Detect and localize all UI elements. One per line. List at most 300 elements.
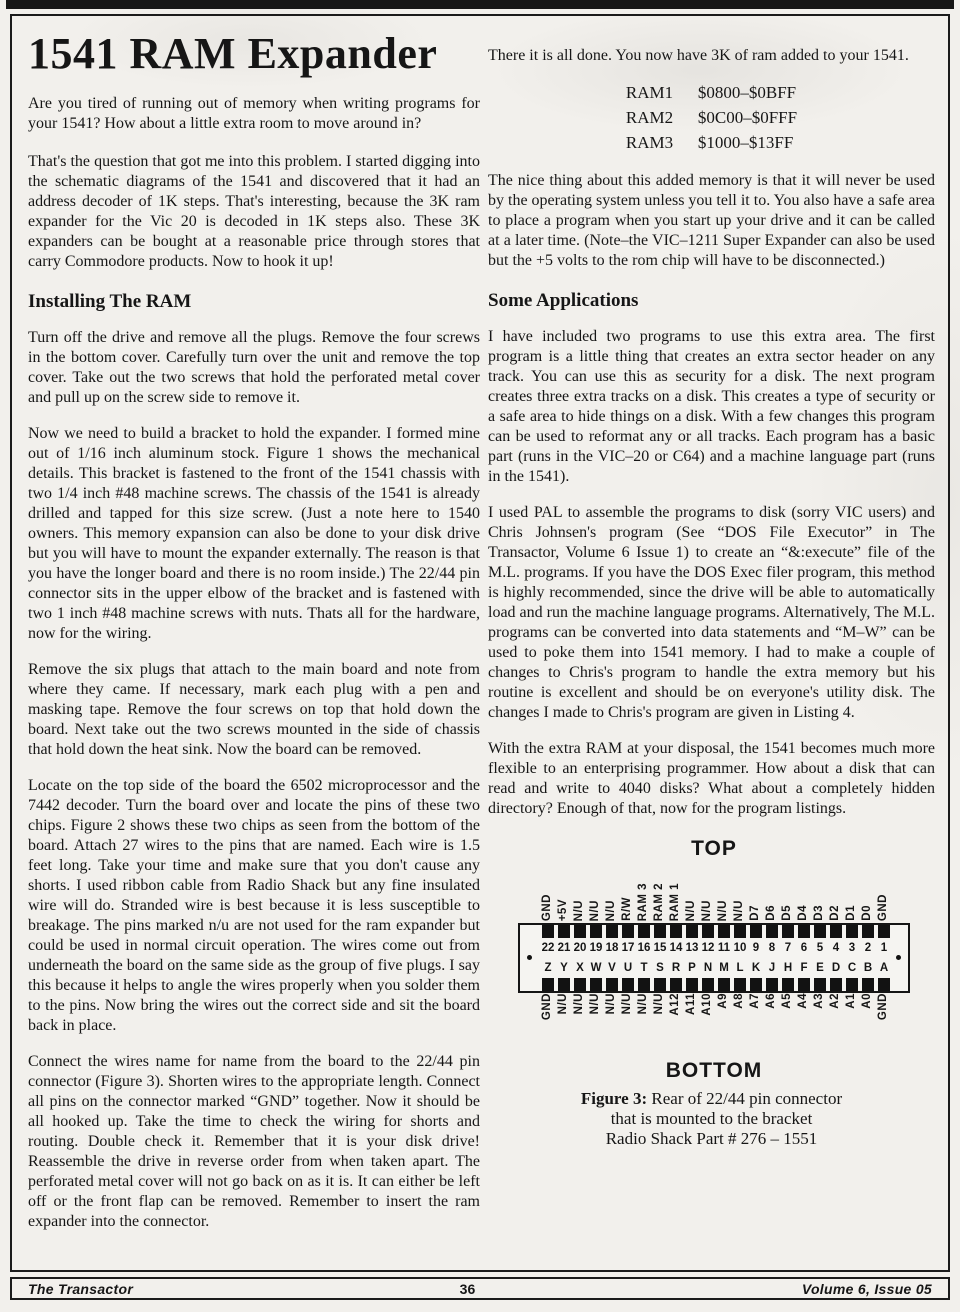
pin-label: Y <box>560 962 568 974</box>
connector-pin-numbers-cell <box>572 938 588 958</box>
pin-label: N/U <box>733 899 746 921</box>
footer-page-number: 36 <box>459 1280 476 1297</box>
pin-label: N <box>703 962 713 974</box>
pin-label: D4 <box>797 905 810 921</box>
pin-label: 10 <box>733 942 747 954</box>
ram-table-row: RAM2 $0C00–$0FFF <box>625 108 798 127</box>
connector-bottom-pins-cell <box>844 978 860 991</box>
connector-top-pins-cell <box>876 925 892 938</box>
pin-label: C <box>847 962 857 974</box>
connector-top-pins-cell <box>620 925 636 938</box>
pin-square <box>542 925 554 938</box>
pin-label: N/U <box>573 993 586 1015</box>
paragraph: The nice thing about this added memory is that it will never be used by the operating system unless you tell it to. You also have a safe area to place a program when you start up your drive and it can be called at a later time. (Note–the VIC–1211 Super Expander can also be used but the +5 volts to the rom chip will have to be disconnected.) <box>488 172 936 269</box>
connector-top-labels-cell <box>764 859 780 921</box>
connector-top-pins-cell <box>780 925 796 938</box>
paragraph: There it is all done. You now have 3K of ram added to your 1541. <box>488 47 909 64</box>
connector-bottom-labels-cell <box>796 993 812 1055</box>
pin-square <box>798 925 810 938</box>
connector-bottom-pins-cell <box>732 978 748 991</box>
connector-top-labels-cell <box>876 859 892 921</box>
connector-top-labels-cell <box>668 859 684 921</box>
connector-pin-numbers-cell <box>876 938 892 958</box>
pin-label: D5 <box>781 905 794 921</box>
connector-pin-numbers-cell <box>844 938 860 958</box>
connector-bottom-labels-cell <box>652 993 668 1055</box>
connector-pin-numbers-cell <box>652 938 668 958</box>
connector-pin-letters-cell <box>716 958 732 978</box>
pin-label: P <box>688 962 696 974</box>
pin-square <box>846 978 858 991</box>
connector-pin-letters-cell <box>668 958 684 978</box>
pin-label: A9 <box>717 993 730 1009</box>
connector-pin-numbers-cell <box>828 938 844 958</box>
right-column <box>488 30 935 1149</box>
connector-top-labels-cell <box>732 859 748 921</box>
connector-bottom-labels-cell <box>604 993 620 1055</box>
pin-label: N/U <box>637 993 650 1015</box>
connector-pin-numbers-cell <box>636 938 652 958</box>
connector-pin-letters-cell <box>652 958 668 978</box>
pin-label: A4 <box>797 993 810 1009</box>
pin-label: L <box>736 962 744 974</box>
paragraph: I have included two programs to use this extra area. The first program is a little thing that creates an extra sector header on any track. You can use this as security for a disk. The next program creates three extra tracks on a disk. This creates a type of security or a safe area to hide things on a disk. With a few changes this program can be used to reformat any or all tracks. Each program has a basic part (runs in the VIC–20 or C64) and a machine language part (runs in the 1541). <box>488 328 935 485</box>
pin-square <box>814 925 826 938</box>
connector-bottom-labels-cell <box>748 993 764 1055</box>
pin-square <box>638 925 650 938</box>
pin-label: H <box>783 962 793 974</box>
pin-label: GND <box>541 893 554 921</box>
connector-pin-numbers-cell <box>540 938 556 958</box>
pin-square <box>558 925 570 938</box>
connector-bottom-pins-cell <box>620 978 636 991</box>
pin-square <box>574 925 586 938</box>
pin-square <box>686 925 698 938</box>
pin-label: 8 <box>768 942 776 954</box>
pin-square <box>782 925 794 938</box>
connector-pin-numbers-cell <box>620 938 636 958</box>
connector-bottom-pins-cell <box>860 978 876 991</box>
pin-square <box>766 925 778 938</box>
pin-label: Z <box>544 962 552 974</box>
connector-bottom-labels <box>518 993 910 1055</box>
connector-figure <box>488 839 935 1149</box>
connector-top-pins-cell <box>828 925 844 938</box>
connector-top-labels-cell <box>748 859 764 921</box>
pin-label: D7 <box>749 905 762 921</box>
connector-bottom-pins-cell <box>716 978 732 991</box>
connector-top-labels-cell <box>828 859 844 921</box>
connector-top-labels-cell <box>796 859 812 921</box>
connector-top-labels <box>518 859 910 921</box>
connector-pin-letters-cell <box>860 958 876 978</box>
pin-label: A8 <box>733 993 746 1009</box>
pin-square <box>718 978 730 991</box>
connector-top-pins-cell <box>700 925 716 938</box>
ram-table-row: RAM3 $1000–$13FF <box>625 133 794 152</box>
paragraph: Turn off the drive and remove all the plugs. Remove the four screws in the bottom cover. Carefully turn over the unit and remove the top cover. Take out the two screws that hold the perforated metal cover and pull up on the screw side to remove it. <box>28 329 480 406</box>
connector-pin-numbers-cell <box>796 938 812 958</box>
pin-label: N/U <box>557 993 570 1015</box>
pin-label: 2 <box>864 942 872 954</box>
connector-top-labels-cell <box>572 859 588 921</box>
pin-label: RAM 3 <box>637 882 650 921</box>
pin-label: A3 <box>813 993 826 1009</box>
connector-bottom-pins-cell <box>764 978 780 991</box>
ram-table <box>626 80 797 155</box>
pin-square <box>718 925 730 938</box>
pin-square <box>750 978 762 991</box>
connector-pin-numbers-cell <box>556 938 572 958</box>
connector-top-pins-cell <box>812 925 828 938</box>
connector-bottom-pins-cell <box>748 978 764 991</box>
figure-number: Figure 3: <box>580 1089 648 1108</box>
connector-bottom-pins-cell <box>700 978 716 991</box>
connector-bottom-pins-cell <box>780 978 796 991</box>
connector-bottom-pins-cell <box>588 978 604 991</box>
pin-label: A12 <box>669 993 682 1016</box>
connector-top-labels-cell <box>780 859 796 921</box>
pin-label: A5 <box>781 993 794 1009</box>
paragraph: Locate on the top side of the board the 6502 microprocessor and the 7442 decoder. Turn the board over and locate the pins of these two chips. Figure 2 shows these two chips as seen from the bottom of the board. Attach 27 wires to the pins that are named. Each wire is 1.5 feet long. Take your time and make sure that you don't cause any shorts. I used ribbon cable from Radio Shack but any fine insulated wire will do. Stranded wire is best because it is less susceptible to breakage. The pins marked n/u are not used for the ram expander but could be used in normal circuit operation. The wires come out from underneath the board on the same side as the group of five plugs. I say this because it helps to angle the wires properly when you solder them to the pins. Now bring the wires out the correct side and sit the board back in place. <box>28 777 480 1034</box>
connector-pin-numbers-cell <box>860 938 876 958</box>
ram-table-row: RAM1 $0800–$0BFF <box>625 83 797 102</box>
pin-square <box>830 925 842 938</box>
connector-bottom-labels-cell <box>860 993 876 1055</box>
pin-label: N/U <box>589 899 602 921</box>
pin-label: D6 <box>765 905 778 921</box>
figure-bottom-label: BOTTOM <box>665 1059 763 1082</box>
connector-top-pins-cell <box>716 925 732 938</box>
connector-top-pins-cell <box>636 925 652 938</box>
connector-pin-letters-cell <box>604 958 620 978</box>
pin-square <box>622 978 634 991</box>
connector-top-labels-cell <box>604 859 620 921</box>
paragraph: Now we need to build a bracket to hold the expander. I formed mine out of 1/16 inch aluminum stock. Figure 1 shows the mechanical details. This bracket is fastened to the front of the 1541 chassis with two 1/4 inch #48 machine screws. The chassis of the 1541 is already drilled and tapped for this size screw. (Just a note here to 1540 owners. This memory expansion can also be done to your disk drive but you will have to mount the expander externally. The reason is that you have the longer board and there is no room inside.) The 22/44 pin connector sits in the upper elbow of the bracket and is fastened with two 1 inch #48 machine screws with nuts. Thats all for the hardware, now for the wiring. <box>28 425 480 642</box>
pin-label: RAM 1 <box>669 882 682 921</box>
pin-label: E <box>816 962 824 974</box>
top-edge-bar <box>6 0 954 9</box>
connector-bottom-labels-cell <box>812 993 828 1055</box>
pin-square <box>654 925 666 938</box>
pin-label: N/U <box>573 899 586 921</box>
connector-bottom-pins-cell <box>684 978 700 991</box>
connector-top-pins-cell <box>748 925 764 938</box>
connector-bottom-pins-cell <box>796 978 812 991</box>
connector-pin-numbers-cell <box>732 938 748 958</box>
connector-bottom-pins-cell <box>556 978 572 991</box>
section-heading-installing-the-ram: Installing The RAM <box>28 291 192 312</box>
connector-top-pins-cell <box>652 925 668 938</box>
connector-pin-letters-cell <box>636 958 652 978</box>
connector-pin-numbers <box>540 938 892 958</box>
connector-top-pins-cell <box>604 925 620 938</box>
article-title: 1541 RAM Expander <box>28 29 438 78</box>
pin-label: J <box>768 962 776 974</box>
connector-pin-letters-cell <box>700 958 716 978</box>
pin-label: D2 <box>829 905 842 921</box>
pin-label: A <box>879 962 889 974</box>
figure-caption-line2: that is mounted to the bracket <box>610 1109 813 1128</box>
pin-square <box>654 978 666 991</box>
connector-top-labels-cell <box>588 859 604 921</box>
connector-bottom-pins-cell <box>540 978 556 991</box>
connector-top-pins-cell <box>684 925 700 938</box>
pin-label: A0 <box>861 993 874 1009</box>
figure-caption <box>488 1089 935 1149</box>
pin-square <box>670 978 682 991</box>
pin-label: F <box>800 962 808 974</box>
connector-top-pins-cell <box>556 925 572 938</box>
connector-bottom-labels-cell <box>716 993 732 1055</box>
pin-label: 14 <box>669 942 683 954</box>
connector-pin-letters-cell <box>732 958 748 978</box>
connector-pin-letters-cell <box>748 958 764 978</box>
connector-pin-letters-cell <box>796 958 812 978</box>
connector-bottom-labels-cell <box>556 993 572 1055</box>
pin-label: GND <box>877 893 890 921</box>
connector-pin-numbers-cell <box>604 938 620 958</box>
left-column <box>28 30 480 1232</box>
pin-label: N/U <box>701 899 714 921</box>
mounting-hole-right-icon <box>896 955 901 960</box>
connector-top-labels-cell <box>716 859 732 921</box>
pin-label: 9 <box>752 942 760 954</box>
pin-label: S <box>656 962 664 974</box>
pin-label: RAM 2 <box>653 882 666 921</box>
connector-pin-letters-cell <box>876 958 892 978</box>
pin-label: 5 <box>816 942 824 954</box>
connector-bottom-labels-cell <box>620 993 636 1055</box>
intro-paragraph: Are you tired of running out of memory when writing programs for your 1541? How about a little extra room to move around in? <box>28 95 480 132</box>
pin-label: N/U <box>621 993 634 1015</box>
connector-pin-letters-cell <box>812 958 828 978</box>
connector-pin-numbers-cell <box>748 938 764 958</box>
pin-label: A10 <box>701 993 714 1016</box>
pin-label: 4 <box>832 942 840 954</box>
pin-square <box>558 978 570 991</box>
connector-bottom-pins-cell <box>668 978 684 991</box>
pin-label: K <box>751 962 761 974</box>
pin-square <box>878 978 890 991</box>
pin-label: 3 <box>848 942 856 954</box>
connector-box <box>518 923 910 993</box>
pin-label: D1 <box>845 905 858 921</box>
pin-square <box>862 925 874 938</box>
connector-pin-letters-cell <box>556 958 572 978</box>
connector-pin-numbers-cell <box>700 938 716 958</box>
connector-top-labels-cell <box>684 859 700 921</box>
pin-label: 1 <box>880 942 888 954</box>
pin-label: R <box>671 962 681 974</box>
connector-pin-numbers-cell <box>812 938 828 958</box>
connector-top-pins-cell <box>764 925 780 938</box>
pin-label: 12 <box>701 942 715 954</box>
pin-square <box>878 925 890 938</box>
pin-square <box>670 925 682 938</box>
pin-label: 20 <box>573 942 587 954</box>
pin-label: 17 <box>621 942 635 954</box>
connector-top-labels-cell <box>556 859 572 921</box>
pin-label: U <box>623 962 633 974</box>
connector-bottom-labels-cell <box>732 993 748 1055</box>
pin-label: D0 <box>861 905 874 921</box>
pin-square <box>798 978 810 991</box>
mounting-hole-left-icon <box>527 955 532 960</box>
figure-top-label: TOP <box>691 837 737 860</box>
pin-label: A6 <box>765 993 778 1009</box>
connector-top-pins <box>540 925 892 938</box>
connector-top-pins-cell <box>796 925 812 938</box>
connector-bottom-labels-cell <box>668 993 684 1055</box>
connector-top-pins-cell <box>860 925 876 938</box>
connector-pin-letters-cell <box>588 958 604 978</box>
connector-bottom-pins-cell <box>652 978 668 991</box>
paragraph: Connect the wires name for name from the board to the 22/44 pin connector (Figure 3). Shorten wires to the appropriate length. Connect all pins on the connector marked “GND” together. Now it should be all hooked up. Take the time to check the wiring for shorts and routing. Double check it. Remember that it is your disk drive! Reassemble the drive in reverse order from when taken apart. The perforated metal cover will not go back on as it is. It can either be left off or the front flap can be removed. Remember to insert the ram expander into the connector. <box>28 1053 480 1230</box>
pin-label: N/U <box>717 899 730 921</box>
pin-label: 16 <box>637 942 651 954</box>
pin-square <box>830 978 842 991</box>
pin-label: V <box>608 962 616 974</box>
connector-bottom-pins-cell <box>636 978 652 991</box>
pin-label: 22 <box>541 942 555 954</box>
connector-pin-numbers-cell <box>780 938 796 958</box>
pin-label: A7 <box>749 993 762 1009</box>
connector-top-pins-cell <box>588 925 604 938</box>
pin-label: N/U <box>685 899 698 921</box>
connector-diagram <box>518 839 910 1081</box>
connector-bottom-pins-cell <box>876 978 892 991</box>
connector-bottom-labels-cell <box>684 993 700 1055</box>
connector-bottom-labels-cell <box>828 993 844 1055</box>
connector-bottom-pins-cell <box>572 978 588 991</box>
connector-bottom-labels-cell <box>764 993 780 1055</box>
paragraph: I used PAL to assemble the programs to disk (sorry VIC users) and Chris Johnsen's program (See “DOS File Executor” in The Transactor, Volume 6 Issue 1) to create an “&:execute” file of the M.L. programs. If you have the DOS Exec filer program, this method is highly recommended, since the drive will be able to automatically load and run the machine language programs. Alternatively, The M.L. programs can be converted into data statements and “M–W” can be used to poke them into 1541 memory. I had to make a couple of changes to Chris's program to handle the extra memory but his routine is excellent and should be on everyone's utility disk. The changes I made to Chris's program are given in Listing 4. <box>488 504 935 721</box>
pin-label: W <box>590 962 602 974</box>
connector-top-pins-cell <box>540 925 556 938</box>
connector-bottom-labels-cell <box>636 993 652 1055</box>
connector-pin-letters-cell <box>764 958 780 978</box>
pin-label: +5V <box>557 898 570 921</box>
pin-label: A2 <box>829 993 842 1009</box>
connector-top-labels-cell <box>636 859 652 921</box>
connector-top-labels-cell <box>620 859 636 921</box>
pin-label: 21 <box>557 942 571 954</box>
connector-top-pins-cell <box>844 925 860 938</box>
pin-label: 7 <box>784 942 792 954</box>
connector-pin-letters-cell <box>844 958 860 978</box>
pin-square <box>734 925 746 938</box>
connector-top-labels-cell <box>652 859 668 921</box>
figure-caption-line1: Figure 3: Rear of 22/44 pin connector <box>580 1089 843 1108</box>
pin-square <box>590 978 602 991</box>
connector-bottom-labels-cell <box>540 993 556 1055</box>
connector-pin-letters-cell <box>540 958 556 978</box>
pin-square <box>766 978 778 991</box>
pin-label: N/U <box>605 993 618 1015</box>
pin-label: N/U <box>653 993 666 1015</box>
connector-pin-numbers-cell <box>764 938 780 958</box>
pin-label: GND <box>877 993 890 1021</box>
connector-bottom-pins <box>540 978 892 991</box>
connector-top-pins-cell <box>668 925 684 938</box>
pin-label: 13 <box>685 942 699 954</box>
pin-label: GND <box>541 993 554 1021</box>
connector-bottom-labels-cell <box>588 993 604 1055</box>
pin-label: 11 <box>717 942 731 954</box>
pin-label: N/U <box>589 993 602 1015</box>
connector-pin-numbers-cell <box>588 938 604 958</box>
pin-label: A11 <box>685 993 698 1015</box>
pin-square <box>846 925 858 938</box>
connector-pin-letters-cell <box>620 958 636 978</box>
paragraph: With the extra RAM at your disposal, the 1541 becomes much more flexible to an enterprising programmer. How about a disk that can read and write to 4040 disks? What about a completely hidden directory? Enough of that, now for the program listings. <box>488 740 935 817</box>
pin-square <box>606 978 618 991</box>
connector-bottom-pins-cell <box>812 978 828 991</box>
paragraph: That's the question that got me into this problem. I started digging into the schematic diagrams of the 1541 and discovered that it had an address decoder of 1K steps. That's interesting, because the 3K ram expander for the Vic 20 is decoded in 1K steps also. These 3K expanders can be bought at a reasonable price through stores that carry Commodore products. Now to hook it up! <box>28 153 480 270</box>
connector-pin-letters-cell <box>828 958 844 978</box>
pin-square <box>702 978 714 991</box>
pin-square <box>750 925 762 938</box>
footer-bar <box>10 1277 950 1300</box>
pin-square <box>606 925 618 938</box>
connector-bottom-labels-cell <box>876 993 892 1055</box>
section-heading-some-applications: Some Applications <box>488 290 639 311</box>
footer-magazine-name: The Transactor <box>28 1280 134 1297</box>
connector-pin-numbers-cell <box>716 938 732 958</box>
connector-top-labels-cell <box>700 859 716 921</box>
pin-label: A1 <box>845 993 858 1009</box>
connector-bottom-pins-cell <box>604 978 620 991</box>
connector-top-labels-cell <box>540 859 556 921</box>
connector-pin-numbers-cell <box>684 938 700 958</box>
connector-pin-letters <box>540 958 892 978</box>
connector-bottom-labels-cell <box>780 993 796 1055</box>
connector-top-pins-cell <box>732 925 748 938</box>
paragraph: Remove the six plugs that attach to the main board and note from where they came. If necessary, mark each plug with a pen and masking tape. Remove the four screws on top that hold down the board. Next take out the two screws mounted in the side of chassis that hold down the heat sink. Now the board can be removed. <box>28 661 480 758</box>
pin-label: 15 <box>653 942 667 954</box>
pin-label: D <box>831 962 841 974</box>
connector-bottom-labels-cell <box>572 993 588 1055</box>
pin-square <box>542 978 554 991</box>
connector-top-labels-cell <box>844 859 860 921</box>
figure-caption-line3: Radio Shack Part # 276 – 1551 <box>605 1129 818 1148</box>
pin-square <box>734 978 746 991</box>
connector-top-pins-cell <box>572 925 588 938</box>
connector-bottom-pins-cell <box>828 978 844 991</box>
pin-label: 19 <box>589 942 603 954</box>
connector-pin-letters-cell <box>684 958 700 978</box>
pin-square <box>638 978 650 991</box>
pin-label: N/U <box>605 899 618 921</box>
pin-square <box>814 978 826 991</box>
pin-label: 18 <box>605 942 619 954</box>
pin-square <box>702 925 714 938</box>
pin-label: R/W <box>621 897 634 921</box>
connector-pin-numbers-cell <box>668 938 684 958</box>
connector-pin-letters-cell <box>780 958 796 978</box>
pin-square <box>782 978 794 991</box>
connector-pin-letters-cell <box>572 958 588 978</box>
pin-square <box>862 978 874 991</box>
connector-top-labels-cell <box>860 859 876 921</box>
connector-top-labels-cell <box>812 859 828 921</box>
pin-square <box>622 925 634 938</box>
connector-bottom-labels-cell <box>844 993 860 1055</box>
pin-square <box>574 978 586 991</box>
pin-label: 6 <box>800 942 808 954</box>
pin-square <box>590 925 602 938</box>
